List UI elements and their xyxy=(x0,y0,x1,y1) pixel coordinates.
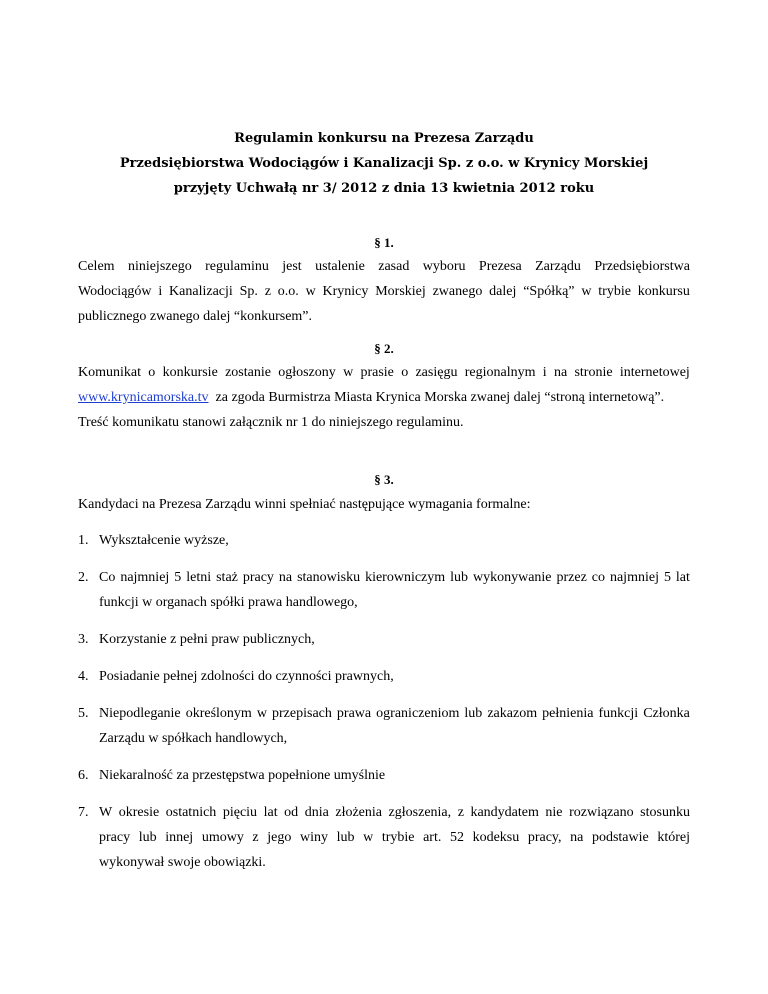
list-item-number: 6. xyxy=(78,768,89,783)
section-2-line-2-rest: za zgoda Burmistrza Miasta Krynica Morska zwanej dalej “stroną internetową”. xyxy=(208,390,665,405)
section-1-mark: § 1. xyxy=(374,235,394,250)
list-item xyxy=(78,627,690,652)
list-item xyxy=(78,528,690,553)
document-title xyxy=(0,126,768,201)
list-item xyxy=(78,565,690,615)
section-1-paragraph xyxy=(78,254,690,329)
list-item xyxy=(78,800,690,875)
list-item-number: 1. xyxy=(78,533,89,548)
list-item xyxy=(78,664,690,689)
list-item-text: W okresie ostatnich pięciu lat od dnia złożenia zgłoszenia, z kandydatem nie rozwiązano stosunku xyxy=(99,805,690,820)
list-item-text: Korzystanie z pełni praw publicznych, xyxy=(99,632,315,647)
list-item-text: funkcji w organach spółki prawa handlowego, xyxy=(99,595,358,610)
list-item-text: Wykształcenie wyższe, xyxy=(99,533,229,548)
list-item-text: Niepodleganie określonym w przepisach prawa ograniczeniom lub zakazom pełnienia funkcji Członka xyxy=(99,706,690,721)
section-2-mark: § 2. xyxy=(374,341,394,356)
title-line-3: przyjęty Uchwałą nr 3/ 2012 z dnia 13 kwietnia 2012 roku xyxy=(173,181,595,196)
section-2-line-3: Treść komunikatu stanowi załącznik nr 1 do niniejszego regulaminu. xyxy=(78,415,464,430)
section-1-line-2: Wodociągów i Kanalizacji Sp. z o.o. w Krynicy Morskiej zwanego dalej “Spółką” w trybie konkursu xyxy=(78,284,690,299)
section-3-intro: Kandydaci na Prezesa Zarządu winni spełniać następujące wymagania formalne: xyxy=(78,497,531,512)
section-2-paragraph xyxy=(78,360,690,435)
section-1-line-1: Celem niniejszego regulaminu jest ustalenie zasad wyboru Prezesa Zarządu Przedsiębiorstwa xyxy=(78,259,690,274)
list-item-number: 4. xyxy=(78,669,89,684)
title-line-1: Regulamin konkursu na Prezesa Zarządu xyxy=(234,131,534,146)
list-item-text: pracy lub innej umowy z jego winy lub w trybie art. 52 kodeksu pracy, na podstawie której xyxy=(99,830,690,845)
section-3-mark: § 3. xyxy=(374,472,394,487)
list-item-number: 2. xyxy=(78,570,89,585)
section-1-line-3: publicznego zwanego dalej “konkursem”. xyxy=(78,309,313,324)
list-item-number: 5. xyxy=(78,706,89,721)
list-item-text: Niekaralność za przestępstwa popełnione umyślnie xyxy=(99,768,386,783)
list-item-text: Posiadanie pełnej zdolności do czynności prawnych, xyxy=(99,669,394,684)
list-item-text: wykonywał swoje obowiązki. xyxy=(99,855,266,870)
requirements-list xyxy=(78,528,690,887)
list-item-text: Co najmniej 5 letni staż pracy na stanowisku kierowniczym lub wykonywanie przez co najmniej 5 lat xyxy=(99,570,690,585)
list-item xyxy=(78,701,690,751)
list-item-number: 3. xyxy=(78,632,89,647)
list-item-text: Zarządu w spółkach handlowych, xyxy=(99,731,288,746)
section-2-line-2 xyxy=(78,385,690,410)
section-2-line-1: Komunikat o konkursie zostanie ogłoszony w prasie o zasięgu regionalnym i na stronie internetowej xyxy=(78,365,690,380)
list-item-number: 7. xyxy=(78,805,89,820)
website-link[interactable]: www.krynicamorska.tv xyxy=(78,390,209,405)
title-line-2: Przedsiębiorstwa Wodociągów i Kanalizacji Sp. z o.o. w Krynicy Morskiej xyxy=(119,156,649,171)
list-item xyxy=(78,763,690,788)
